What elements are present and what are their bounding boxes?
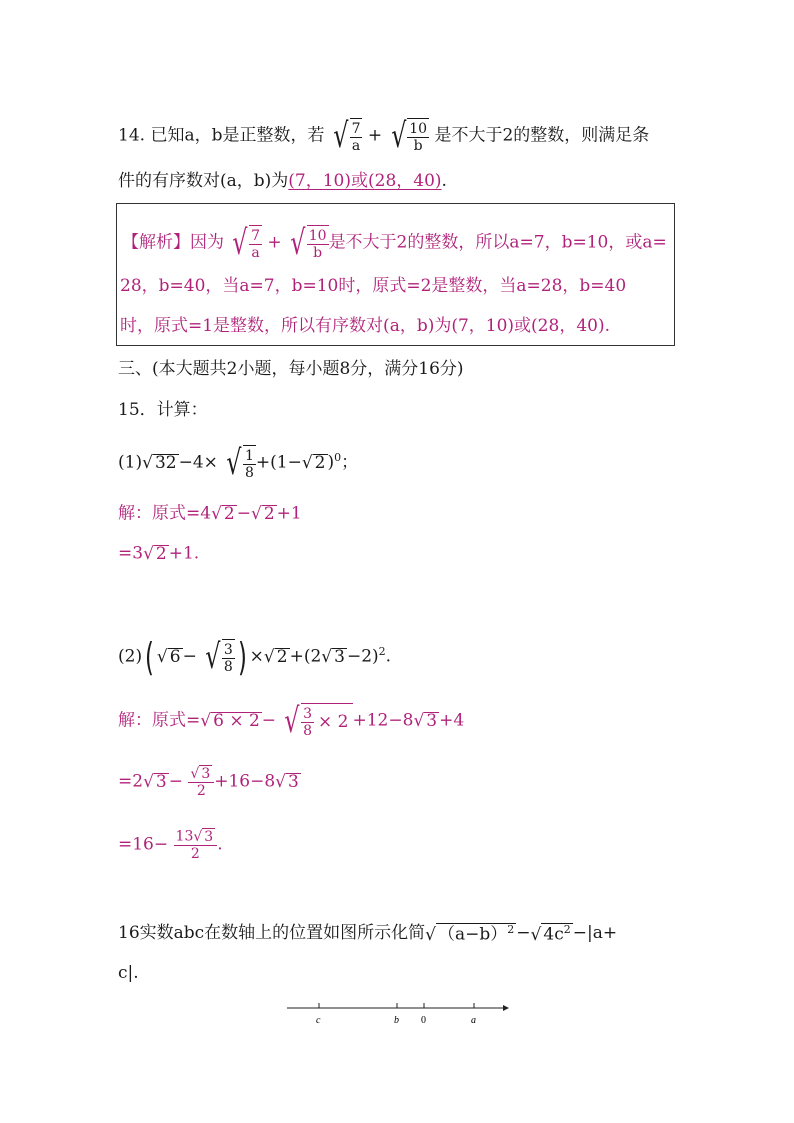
q15-title: 15．计算：: [118, 400, 208, 420]
analysis-sqrt-7-over-a: √ $\frac{7}{a}$: [232, 223, 260, 264]
q14-line2: 件的有序数对(a，b)为(7，10)或(28，40).: [118, 171, 447, 191]
q15-part2-solution-step3: =16− $\frac{13√ 3}{2}$ .: [118, 828, 223, 863]
q14-text-post: 是不大于2的整数，则满足条: [434, 125, 650, 146]
analysis-line1: 【解析】因为 √ $\frac{7}{a}$ + √ $\frac{10}{b}$ 是不大于2的整数，所以a=7，b=10，或a=: [122, 223, 667, 264]
label-b: b: [394, 1015, 399, 1026]
number-line-diagram: [285, 996, 510, 1032]
q15-part2-solution: 解：原式=√ 6 × 2 − √ $\frac{3}{8}$ × 2 +12−8√ 3 +4: [118, 701, 465, 742]
q16-line2: c|.: [118, 963, 139, 983]
q15-part2-solution-step2: =2√ 3 − $\frac{√ 3}{2}$ +16−8√ 3: [118, 766, 299, 800]
label-0: 0: [421, 1015, 426, 1026]
q15-part2: (2)( √ 6 − √ $\frac{3}{8}$ ) ×√ 2 +(2√ 3 −2)$^2$.: [118, 635, 392, 679]
q14-number: 14.: [118, 125, 146, 146]
sqrt-7-over-a: √ $\frac{7}{a}$: [333, 116, 361, 157]
label-c: c: [316, 1015, 321, 1026]
label-a: a: [471, 1015, 476, 1026]
analysis-tag: 【解析】: [122, 232, 190, 253]
q14-answer: (7，10)或(28，40): [288, 171, 442, 191]
q14-text-pre: 已知a，b是正整数，若: [150, 125, 325, 146]
analysis-sqrt-10-over-b: √ $\frac{10}{b}$: [290, 223, 327, 264]
section3-title: 三、(本大题共2小题，每小题8分，满分16分): [118, 359, 464, 379]
q14-line1: 14. 已知a，b是正整数，若 √ $\frac{7}{a}$ + √ $\frac{10}{b}$ 是不大于2的整数，则满足条: [118, 116, 650, 157]
q16-line1: 16实数abc在数轴上的位置如图所示化简√ $(a-b)^2$ −√ $4c^2 -|a+$: [118, 922, 618, 945]
number-line-arrow: [503, 1005, 509, 1011]
sqrt-32: √ 32: [142, 453, 177, 474]
analysis-line3: 时，原式=1是整数，所以有序数对(a，b)为(7，10)或(28，40).: [120, 316, 610, 336]
q15-part1-solution-step2: =3√ 2 +1.: [118, 543, 200, 564]
sqrt-2: √ 2: [301, 453, 326, 474]
sqrt-1-over-8: √ $\frac{1}{8}$: [226, 443, 254, 484]
sqrt-10-over-b: √ $\frac{10}{b}$: [390, 116, 428, 157]
q15-part1-solution: 解：原式=4√ 2 −√ 2 +1: [118, 503, 302, 524]
q15-part1: (1)√ 32 −4× √ $\frac{1}{8}$ +(1−√ 2 )$^0$；: [118, 443, 359, 484]
analysis-line2: 28，b=40，当a=7，b=10时，原式=2是整数，当a=28，b=40: [120, 276, 627, 296]
